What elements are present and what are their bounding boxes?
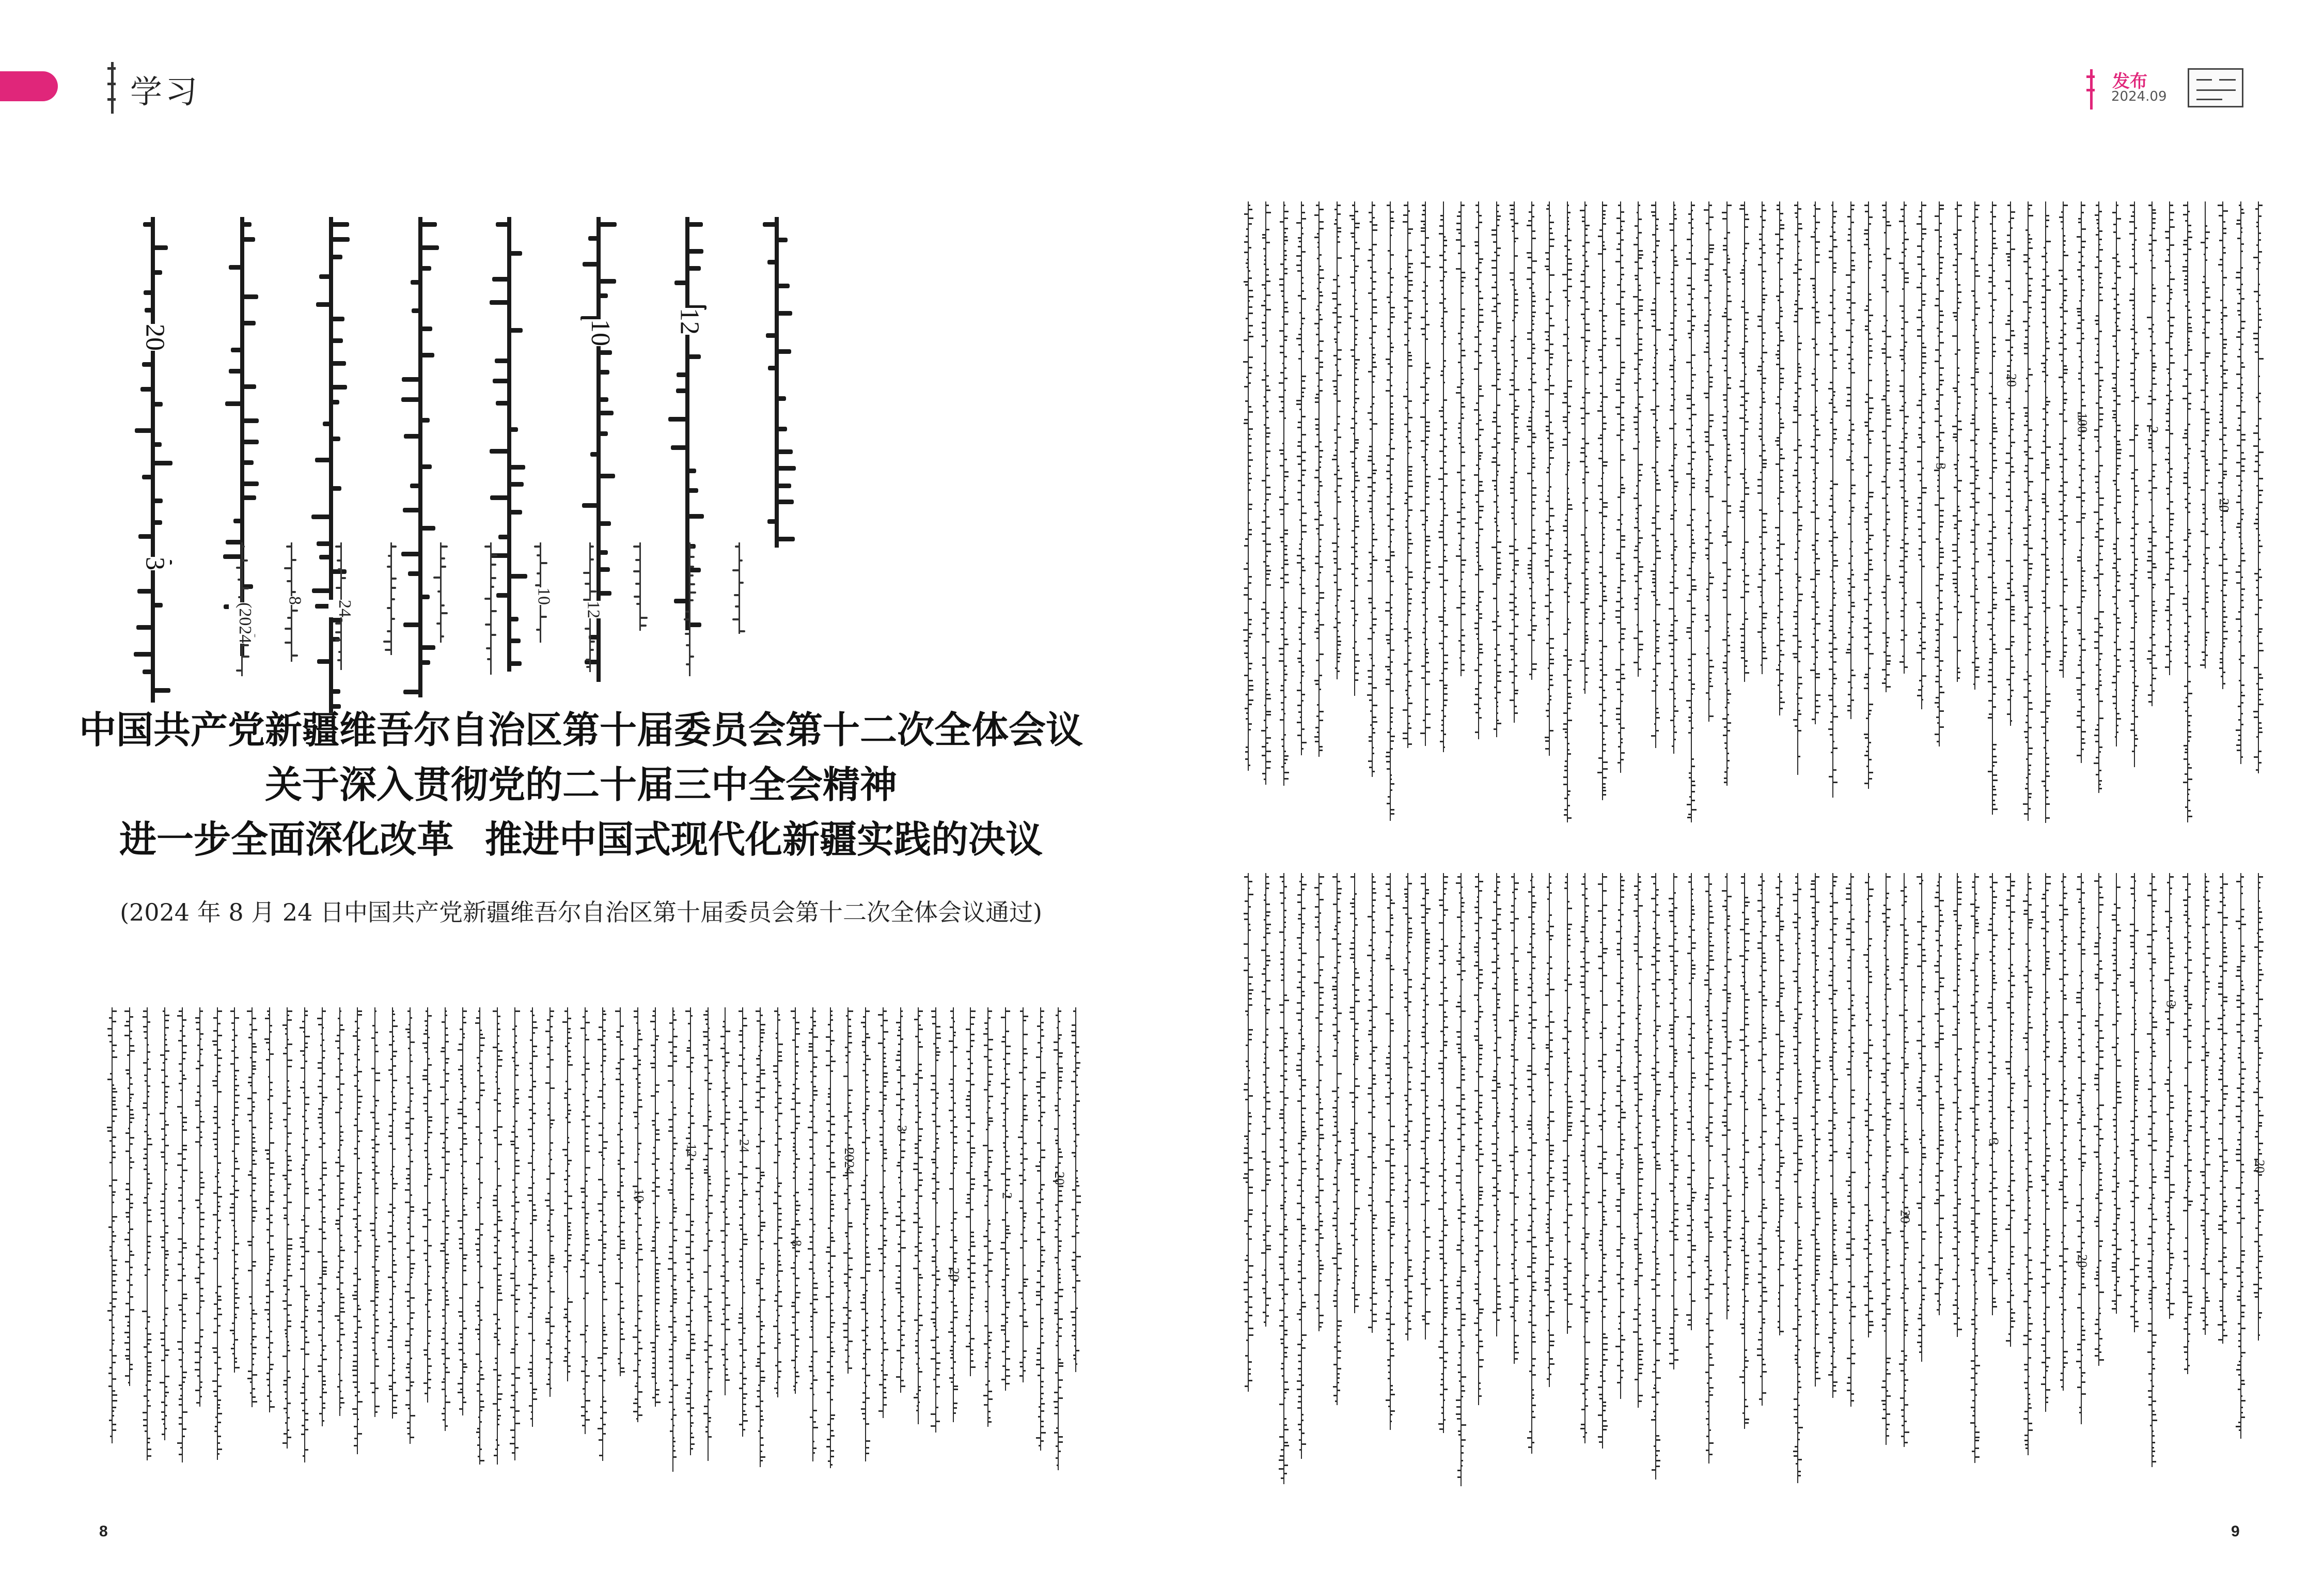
text-column xyxy=(2058,873,2069,1391)
body-text-right-page-bottom xyxy=(1239,873,2267,1498)
text-column xyxy=(2004,201,2019,726)
text-column xyxy=(597,1007,608,1461)
text-column xyxy=(422,1007,433,1403)
text-column xyxy=(2111,873,2122,1314)
text-column xyxy=(1544,873,1555,1387)
text-column xyxy=(965,1007,976,1376)
text-column xyxy=(1579,201,1591,694)
text-column xyxy=(352,1007,363,1454)
inline-number: 20 xyxy=(2004,373,2019,387)
text-column xyxy=(825,1007,836,1468)
text-column xyxy=(1544,201,1555,756)
text-column xyxy=(1792,873,1803,1483)
text-column xyxy=(736,1007,752,1437)
text-column xyxy=(142,1007,153,1460)
text-column xyxy=(2022,201,2034,821)
text-column xyxy=(1897,873,1913,1447)
inline-number: 20 xyxy=(1052,1172,1067,1186)
text-column xyxy=(2217,873,2228,1344)
text-column xyxy=(2235,201,2247,764)
inline-number: 20 xyxy=(2252,1159,2267,1173)
text-column xyxy=(2253,201,2264,773)
text-column xyxy=(474,1007,485,1465)
subheadline-column xyxy=(732,542,747,634)
text-column xyxy=(982,1007,994,1427)
text-column xyxy=(2182,873,2193,1374)
title-line-3b: 推进中国式现代化新疆实践的决议 xyxy=(485,817,1043,861)
text-column xyxy=(1562,873,1573,1334)
text-column xyxy=(1367,873,1378,1333)
headline-number: 10 xyxy=(582,319,616,346)
text-column xyxy=(281,1007,293,1449)
text-column xyxy=(894,1007,909,1393)
text-column xyxy=(1668,873,1679,1369)
text-column xyxy=(439,1007,451,1431)
text-column xyxy=(877,1007,889,1418)
text-column xyxy=(1650,873,1661,1480)
text-column xyxy=(369,1007,381,1417)
issue-date: 2024.09 xyxy=(2111,89,2167,104)
text-column xyxy=(1070,1007,1081,1372)
text-column xyxy=(1579,873,1591,1443)
text-column xyxy=(387,1007,398,1419)
inline-number: 20 xyxy=(2075,1254,2090,1268)
text-column xyxy=(2111,201,2122,746)
text-column xyxy=(2005,873,2016,1347)
subheadline-number: 8 xyxy=(279,596,305,605)
text-column xyxy=(684,1007,699,1455)
inline-number: 10 xyxy=(631,1189,647,1203)
text-column xyxy=(1916,201,1927,709)
subheadline-column xyxy=(583,542,603,672)
text-column xyxy=(1952,201,1963,682)
text-column xyxy=(755,1007,766,1467)
text-column xyxy=(2040,873,2051,1412)
mongolian-brand-mark xyxy=(2086,69,2096,110)
text-column xyxy=(1703,201,1715,722)
section-label: 学习 xyxy=(130,73,201,111)
text-column xyxy=(2075,873,2090,1424)
text-column xyxy=(1402,201,1414,748)
text-column xyxy=(2146,873,2158,1467)
text-column xyxy=(1615,873,1626,1399)
text-column xyxy=(317,1007,328,1426)
text-column xyxy=(1774,873,1785,1335)
text-column xyxy=(492,1007,503,1465)
text-column xyxy=(334,1007,346,1416)
headline-column xyxy=(135,217,171,703)
text-column xyxy=(457,1007,468,1415)
text-column xyxy=(246,1007,258,1407)
text-column xyxy=(1491,873,1502,1336)
text-column xyxy=(1349,201,1360,696)
subheadline-column xyxy=(532,542,554,643)
publication-brand xyxy=(2050,66,2247,110)
headline-column xyxy=(759,217,795,548)
inline-number: 100 xyxy=(2075,412,2090,433)
text-column xyxy=(1331,201,1343,679)
text-column xyxy=(860,1007,871,1461)
chinese-title-block xyxy=(77,703,1085,928)
headline-number: 3 xyxy=(136,557,170,570)
text-column xyxy=(1385,873,1396,1430)
text-column xyxy=(2129,201,2140,767)
text-column xyxy=(1473,201,1484,739)
headline-number: 12 xyxy=(670,308,704,335)
text-column xyxy=(1243,873,1254,1392)
text-column xyxy=(1703,873,1715,1464)
text-column xyxy=(1597,201,1608,800)
subheadline-column xyxy=(433,542,449,643)
text-column xyxy=(1455,873,1467,1486)
text-column xyxy=(2093,201,2105,793)
text-column xyxy=(177,1007,188,1462)
text-column xyxy=(1035,1007,1046,1451)
text-column xyxy=(1260,201,1271,785)
text-column xyxy=(1721,201,1733,786)
text-column xyxy=(544,1007,556,1397)
text-column xyxy=(702,1007,714,1461)
text-column xyxy=(1756,873,1768,1406)
text-column xyxy=(2075,201,2090,763)
subheadline-column xyxy=(234,542,255,676)
text-column xyxy=(1509,201,1520,723)
text-column xyxy=(2163,873,2179,1319)
text-column xyxy=(1455,201,1467,676)
text-column xyxy=(1810,873,1821,1387)
text-column xyxy=(913,1007,924,1424)
text-column xyxy=(1420,201,1431,746)
text-column xyxy=(1052,1007,1067,1470)
text-column xyxy=(1632,873,1644,1408)
mongolian-section-mark xyxy=(107,62,117,114)
text-column xyxy=(1526,201,1537,680)
text-column xyxy=(1438,201,1449,752)
text-column xyxy=(1668,201,1679,754)
title-line-3a: 进一步全面深化改革 xyxy=(119,817,454,861)
text-column xyxy=(1491,201,1502,737)
text-column xyxy=(807,1007,819,1461)
subheadline-column xyxy=(632,542,648,631)
inline-number: 2 xyxy=(999,1192,1015,1200)
text-column xyxy=(1632,201,1644,677)
text-column xyxy=(1402,873,1414,1341)
text-column xyxy=(1739,873,1750,1429)
text-column xyxy=(1313,873,1325,1331)
text-column xyxy=(1827,201,1839,798)
body-text-left-page xyxy=(103,1007,1085,1477)
inline-number: 2024 xyxy=(841,1148,857,1175)
text-column xyxy=(1243,201,1254,771)
text-column xyxy=(1367,201,1378,777)
text-column xyxy=(947,1007,962,1422)
text-column xyxy=(615,1007,626,1376)
adoption-note: (2024 年 8 月 24 日中国共产党新疆维吾尔自治区第十届委员会第十二次全体会议通过) xyxy=(120,898,1042,926)
text-column xyxy=(1526,873,1537,1454)
subheadline-column xyxy=(334,542,354,670)
text-column xyxy=(1017,1007,1029,1382)
text-column xyxy=(1650,201,1661,748)
inline-number: 3 xyxy=(2163,1001,2179,1008)
text-column xyxy=(1509,873,1520,1364)
text-column xyxy=(2200,201,2211,668)
magazine-logo-icon xyxy=(2188,68,2243,107)
text-column xyxy=(1863,873,1874,1337)
inline-number: 3 xyxy=(894,1125,909,1132)
text-column xyxy=(159,1007,170,1440)
text-column xyxy=(404,1007,416,1444)
text-column xyxy=(1313,201,1325,757)
text-column xyxy=(1986,873,2002,1315)
text-column xyxy=(562,1007,573,1381)
text-column xyxy=(264,1007,275,1412)
text-column xyxy=(1774,201,1785,715)
text-column xyxy=(2217,201,2232,689)
body-text-right-page-top xyxy=(1239,201,2267,837)
text-column xyxy=(1331,873,1343,1405)
text-column xyxy=(1969,873,1981,1463)
text-column xyxy=(650,1007,661,1407)
section-tab-marker xyxy=(0,71,58,101)
text-column xyxy=(1739,201,1750,682)
text-column xyxy=(930,1007,941,1433)
text-column xyxy=(1278,873,1290,1484)
text-column xyxy=(1562,201,1573,822)
inline-number: 12 xyxy=(684,1143,699,1157)
inline-number: 8 xyxy=(789,1240,805,1247)
text-column xyxy=(1845,873,1857,1407)
inline-number: 20 xyxy=(947,1267,962,1281)
title-line-3 xyxy=(77,812,1085,867)
text-column xyxy=(299,1007,310,1462)
text-column xyxy=(106,1007,118,1443)
text-column xyxy=(1845,201,1857,719)
text-column xyxy=(1827,873,1839,1398)
text-column xyxy=(1952,873,1963,1337)
text-column xyxy=(772,1007,783,1397)
text-column xyxy=(1987,201,1998,815)
text-column xyxy=(1385,201,1396,821)
brand-name: 发布 xyxy=(2112,71,2147,92)
text-column xyxy=(2129,873,2140,1332)
headline-number: 20 xyxy=(136,324,170,351)
text-column xyxy=(667,1007,679,1472)
text-column xyxy=(2093,873,2105,1366)
page-number-left: 8 xyxy=(99,1523,108,1540)
text-column xyxy=(124,1007,135,1386)
text-column xyxy=(1278,201,1290,786)
text-column xyxy=(527,1007,538,1427)
text-column xyxy=(2182,201,2193,822)
inline-number: 24 xyxy=(736,1139,752,1153)
inline-number: 20 xyxy=(2217,499,2232,512)
text-column xyxy=(1810,201,1821,724)
subheadline-number: 24 xyxy=(328,600,354,617)
title-line-1: 中国共产党新疆维吾尔自治区第十届委员会第十二次全体会议 xyxy=(78,708,1083,752)
text-column xyxy=(789,1007,805,1394)
text-column xyxy=(1916,873,1927,1362)
text-column xyxy=(1721,873,1733,1319)
title-line-2: 关于深入贯彻党的二十届三中全会精神 xyxy=(264,762,897,806)
text-column xyxy=(999,1007,1015,1391)
inline-number: 3 xyxy=(1933,462,1949,470)
page-number-right: 9 xyxy=(2231,1523,2240,1540)
text-column xyxy=(2252,873,2267,1341)
text-column xyxy=(194,1007,206,1407)
text-column xyxy=(1686,873,1697,1330)
inline-number: 2 xyxy=(2145,426,2161,433)
subheadline-column xyxy=(483,542,498,675)
text-column xyxy=(1880,873,1892,1445)
text-column xyxy=(719,1007,731,1395)
text-column xyxy=(1296,873,1307,1459)
text-column xyxy=(1438,873,1449,1433)
text-column xyxy=(2145,201,2161,706)
text-column xyxy=(2022,873,2034,1455)
text-column xyxy=(1934,873,1945,1315)
subheadline-column xyxy=(383,542,399,655)
text-column xyxy=(1880,201,1892,692)
text-column xyxy=(1756,201,1768,674)
text-column xyxy=(2200,873,2211,1335)
text-column xyxy=(1473,873,1484,1405)
text-column xyxy=(579,1007,591,1434)
text-column xyxy=(2164,201,2175,675)
subheadline-column xyxy=(682,542,697,676)
text-column xyxy=(2235,873,2247,1439)
text-column xyxy=(1933,201,1949,746)
text-column xyxy=(2058,201,2069,678)
mongolian-subheadline xyxy=(217,542,764,687)
subheadline-number: 12 xyxy=(577,601,603,618)
text-column xyxy=(1615,201,1626,773)
text-column xyxy=(1863,201,1874,789)
text-column xyxy=(1420,873,1431,1340)
text-column xyxy=(212,1007,223,1460)
text-column xyxy=(1260,873,1271,1327)
subheadline-number: (2024 xyxy=(229,602,255,643)
text-column xyxy=(1898,201,1910,674)
text-column xyxy=(1792,201,1803,775)
text-column xyxy=(1969,201,1981,690)
text-column xyxy=(229,1007,240,1373)
text-column xyxy=(2040,201,2051,823)
text-column xyxy=(509,1007,521,1460)
text-column xyxy=(841,1007,857,1374)
text-column xyxy=(1597,873,1608,1449)
text-column xyxy=(1296,201,1307,755)
subheadline-column xyxy=(284,542,305,662)
text-column xyxy=(1686,201,1697,822)
text-column xyxy=(1349,873,1360,1313)
inline-number: 3 xyxy=(1986,1138,2002,1145)
inline-number: 20 xyxy=(1897,1210,1913,1224)
subheadline-number: 10 xyxy=(527,587,553,605)
text-column xyxy=(631,1007,647,1422)
